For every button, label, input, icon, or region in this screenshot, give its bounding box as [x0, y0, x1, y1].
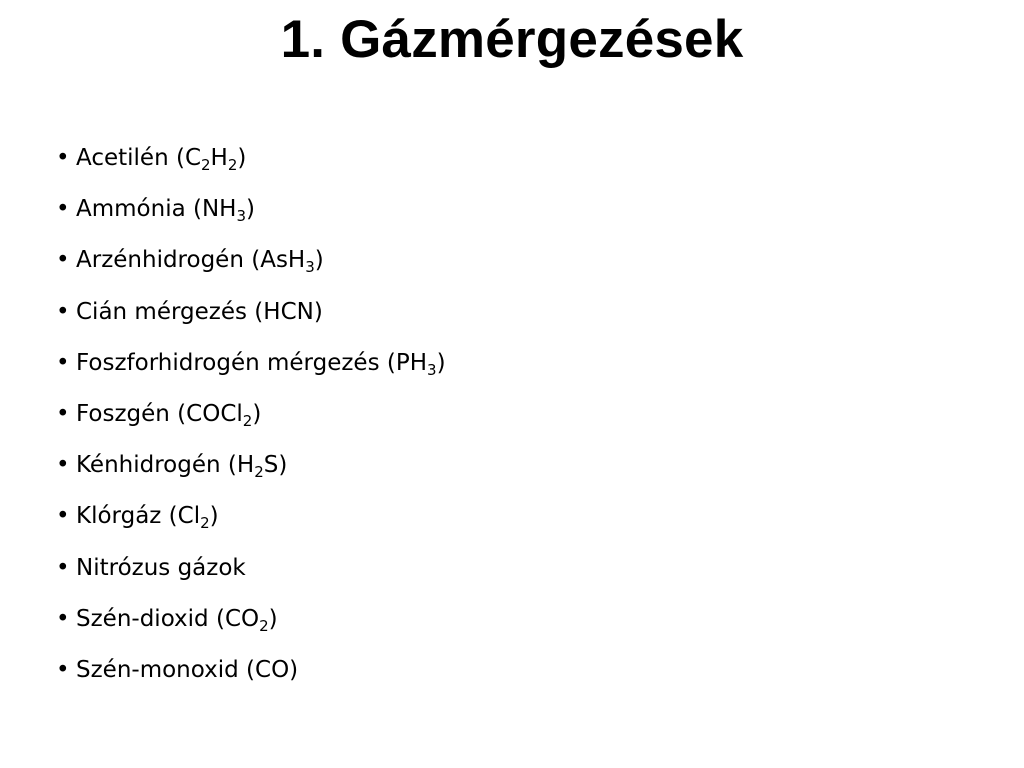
list-item	[56, 243, 446, 294]
bullet-icon: •	[56, 554, 70, 581]
formula-subscript: 2	[200, 514, 210, 533]
bullet-icon: •	[56, 452, 70, 479]
list-item	[56, 192, 446, 243]
formula-text: (CO	[208, 605, 260, 632]
gas-name: Arzénhidrogén	[76, 247, 244, 274]
formula-text: S)	[263, 452, 288, 479]
slide-title: 1. Gázmérgezések	[280, 10, 744, 69]
formula-text: )	[246, 196, 256, 223]
list-item	[56, 346, 446, 397]
formula-text: (Cl	[161, 503, 201, 530]
formula-subscript: 3	[427, 360, 437, 379]
formula-text: )	[209, 503, 219, 530]
list-item	[56, 653, 446, 704]
gas-name: Kénhidrogén	[76, 452, 221, 479]
formula-subscript: 2	[259, 616, 269, 635]
formula-text: (CO)	[238, 656, 299, 683]
formula-subscript: 2	[227, 156, 238, 174]
formula-text: (C	[168, 145, 201, 171]
bullet-icon: •	[56, 145, 70, 171]
list-item	[56, 295, 446, 346]
list-item	[56, 397, 446, 448]
formula-text: (AsH	[243, 247, 306, 274]
formula-text: )	[268, 605, 278, 632]
bullet-icon: •	[56, 400, 70, 427]
bullet-icon: •	[56, 196, 70, 223]
bullet-icon: •	[56, 605, 70, 632]
list-item	[56, 551, 446, 602]
formula-text: (COCl	[169, 400, 243, 427]
formula-text: )	[252, 400, 262, 427]
formula-text: (HCN)	[247, 298, 323, 325]
gas-name: Ammónia	[76, 196, 186, 223]
list-item	[56, 499, 446, 550]
list-item	[56, 141, 446, 192]
gas-name: Nitrózus gázok	[76, 554, 246, 581]
formula-subscript: 3	[236, 207, 247, 226]
list-item	[56, 602, 446, 653]
formula-text: )	[237, 145, 247, 171]
bullet-icon: •	[56, 503, 70, 530]
formula-text: (NH	[185, 196, 237, 223]
formula-text: (H	[220, 452, 255, 479]
bullet-icon: •	[56, 247, 70, 274]
formula-text: (PH	[379, 349, 428, 376]
formula-text: )	[436, 349, 446, 376]
formula-text: )	[314, 247, 324, 274]
formula-subscript: 2	[254, 463, 264, 482]
formula-text: H	[210, 145, 228, 171]
bullet-icon: •	[56, 656, 70, 683]
gas-name: Klórgáz	[76, 503, 162, 530]
formula-subscript: 2	[201, 156, 211, 174]
gas-poisoning-list	[56, 141, 446, 704]
gas-name: Acetilén	[76, 145, 169, 171]
gas-name: Szén-monoxid	[76, 656, 239, 683]
gas-name: Foszforhidrogén mérgezés	[76, 349, 380, 376]
formula-subscript: 3	[305, 258, 315, 277]
gas-name: Szén-dioxid	[76, 605, 209, 632]
bullet-icon: •	[56, 298, 70, 325]
gas-name: Foszgén	[76, 400, 170, 427]
gas-name: Cián mérgezés	[76, 298, 247, 325]
bullet-icon: •	[56, 349, 70, 376]
formula-subscript: 2	[242, 411, 253, 430]
list-item	[56, 448, 446, 499]
